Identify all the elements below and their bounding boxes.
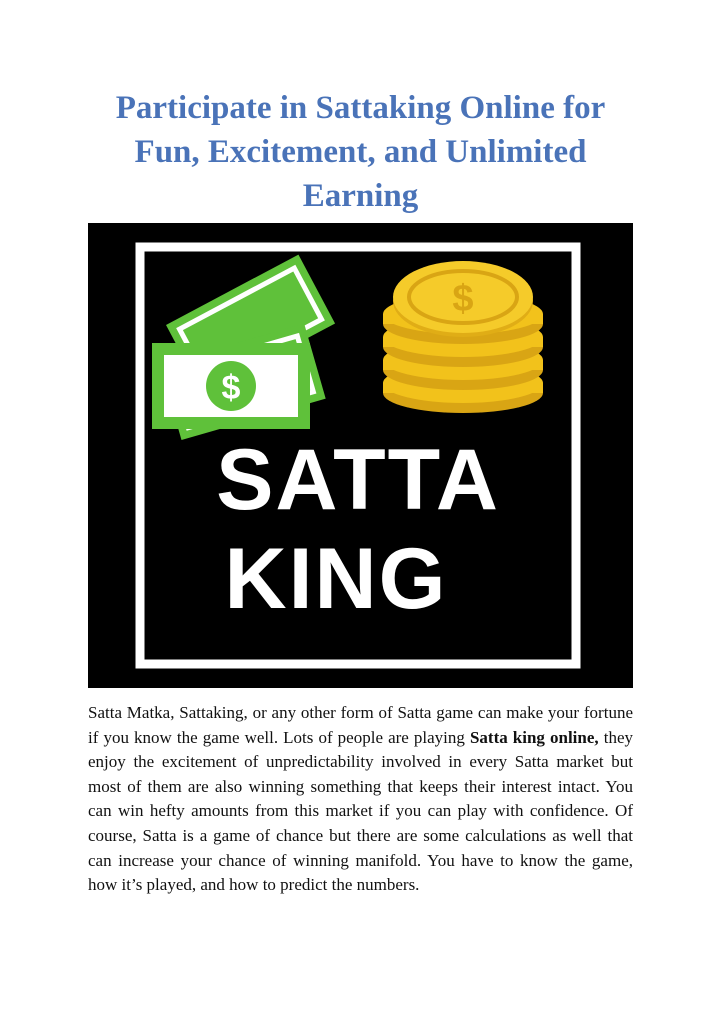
logo-word-satta: SATTA (216, 432, 500, 528)
logo-word-king: KING (224, 531, 448, 627)
money-bills-icon (152, 255, 335, 440)
coin-dollar-sign: $ (452, 278, 474, 320)
bill-dollar-sign: $ (221, 369, 241, 407)
intro-paragraph (88, 701, 633, 898)
satta-king-banner (88, 223, 633, 688)
paragraph-text-start: Satta Matka, Sattaking, or any other form of Satta game can make your fortune if you know the game well. Lots of people are playing (88, 703, 633, 747)
gold-coins-icon (383, 261, 543, 413)
paragraph-bold-phrase: Satta king online, (469, 727, 599, 747)
paragraph-text-end: they enjoy the excitement of unpredictability involved in every Satta market but most of them are also winning something that keeps their interest intact. You can win hefty amounts from this market if you can play with confidence. Of course, Satta is a game of chance but there are some calculations as well that can increase your chance of winning manifold. You have to know the game, how it’s played, and how to predict the numbers. (88, 727, 633, 895)
satta-king-logo (88, 223, 633, 688)
page-title: Participate in Sattaking Online for Fun, Excitement, and Unlimited Earning (115, 90, 606, 214)
